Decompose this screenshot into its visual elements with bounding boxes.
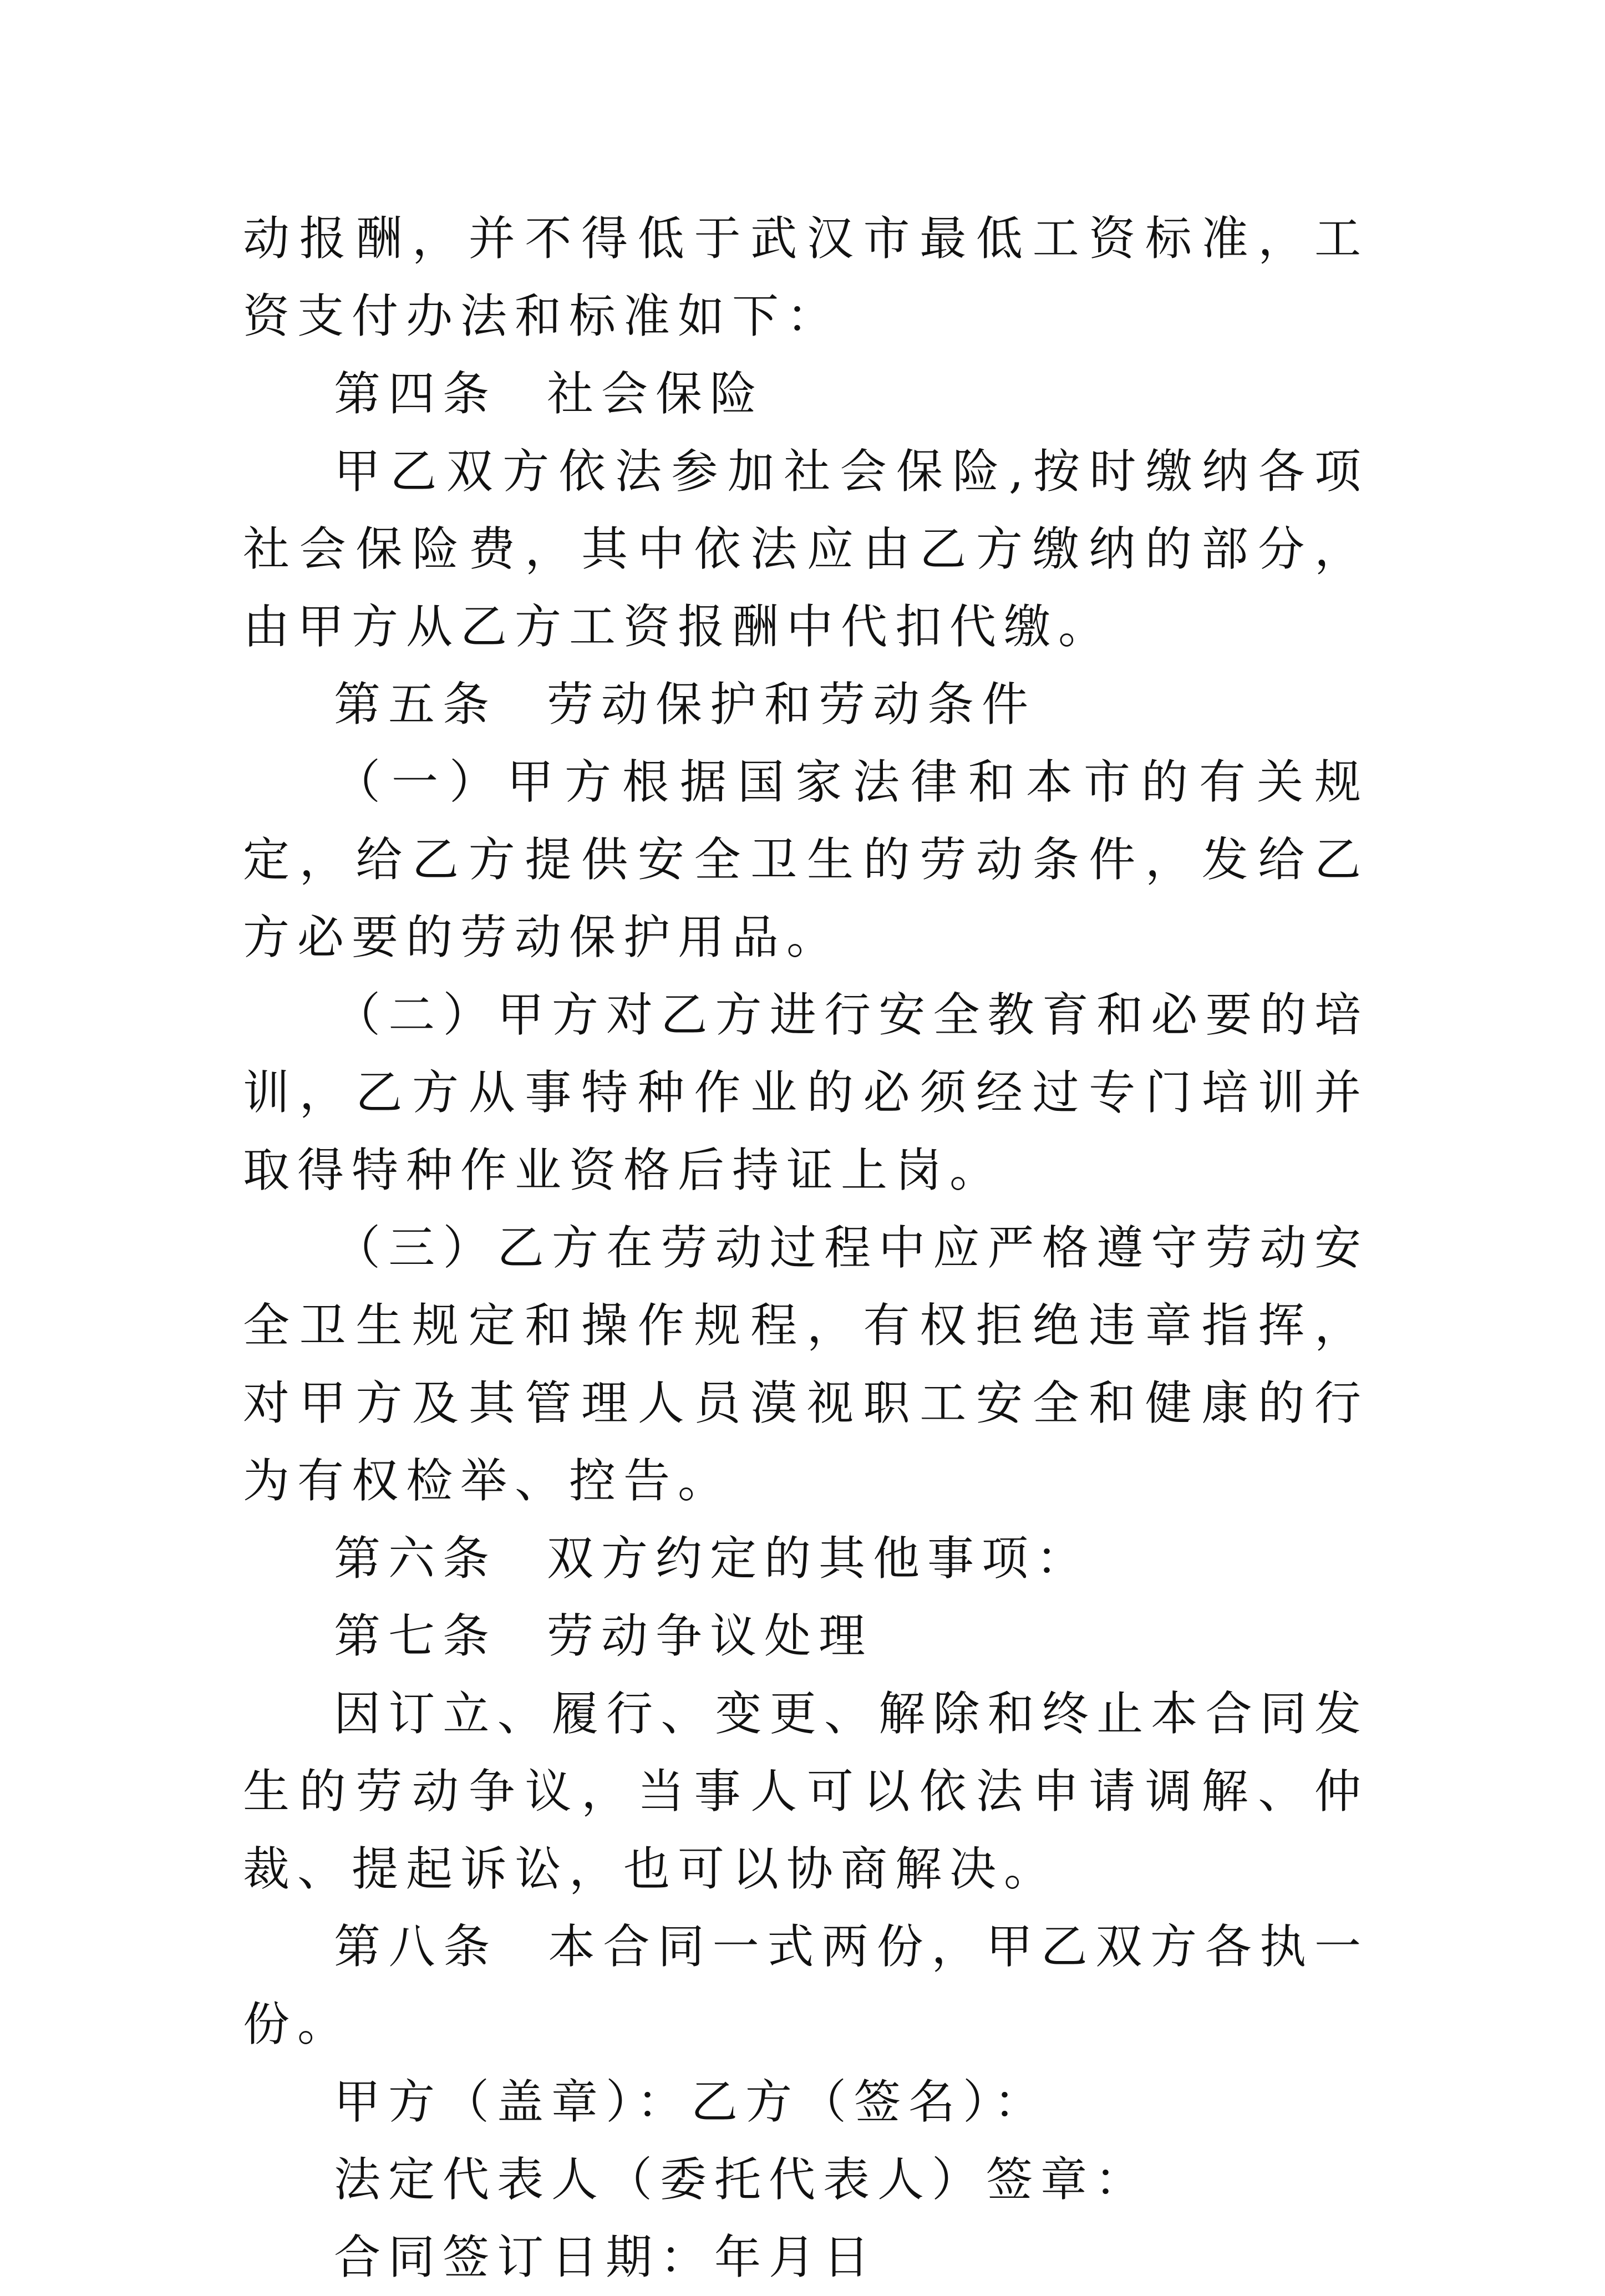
article-7-title: 劳动争议处理 [547, 1609, 873, 1663]
article-8-heading [243, 1908, 1369, 2063]
article-8-title: 本合同一式两份，甲乙双方各执一份。 [243, 1919, 1369, 2051]
article-6-number: 第六条 [334, 1531, 497, 1586]
article-7-heading [243, 1597, 1369, 1675]
article-5-number: 第五条 [334, 677, 497, 732]
article-5-heading [243, 666, 1369, 743]
paragraph-labor-protection-1: （一）甲方根据国家法律和本市的有关规定，给乙方提供安全卫生的劳动条件，发给乙方必要的劳动保护用品。 [243, 755, 1369, 964]
legal-representative-line: 法定代表人（委托代表人）签章： [334, 2152, 1150, 2207]
paragraph-social-insurance: 甲乙双方依法参加社会保险,按时缴纳各项社会保险费，其中依法应由乙方缴纳的部分，由甲方从乙方工资报酬中代扣代缴。 [243, 444, 1369, 654]
article-4-title: 社会保险 [547, 367, 765, 421]
article-6-title: 双方约定的其他事项： [547, 1531, 1091, 1586]
article-5-title: 劳动保护和劳动条件 [547, 677, 1037, 732]
signing-date-line: 合同签订日期：年月日 [334, 2230, 878, 2284]
article-4-heading [243, 355, 1369, 433]
paragraph-labor-protection-2: （二）甲方对乙方进行安全教育和必要的培训，乙方从事特种作业的必须经过专门培训并取得特种作业资格后持证上岗。 [243, 988, 1369, 1197]
paragraph-labor-protection-3: （三）乙方在劳动过程中应严格遵守劳动安全卫生规定和操作规程，有权拒绝违章指挥，对甲方及其管理人员漠视职工安全和健康的行为有权检举、控告。 [243, 1221, 1369, 1508]
paragraph-wage-continuation: 动报酬，并不得低于武汉市最低工资标准，工资支付办法和标准如下： [243, 211, 1369, 343]
signature-parties-line: 甲方（盖章）：乙方（签名）： [334, 2075, 1049, 2129]
article-6-heading [243, 1520, 1369, 1597]
document-body [243, 200, 1369, 2296]
article-8-number: 第八条 [334, 1919, 498, 1974]
paragraph-dispute-resolution: 因订立、履行、变更、解除和终止本合同发生的劳动争议，当事人可以依法申请调解、仲裁、提起诉讼，也可以协商解决。 [243, 1687, 1369, 1896]
article-4-number: 第四条 [334, 367, 497, 421]
article-7-number: 第七条 [334, 1609, 497, 1663]
